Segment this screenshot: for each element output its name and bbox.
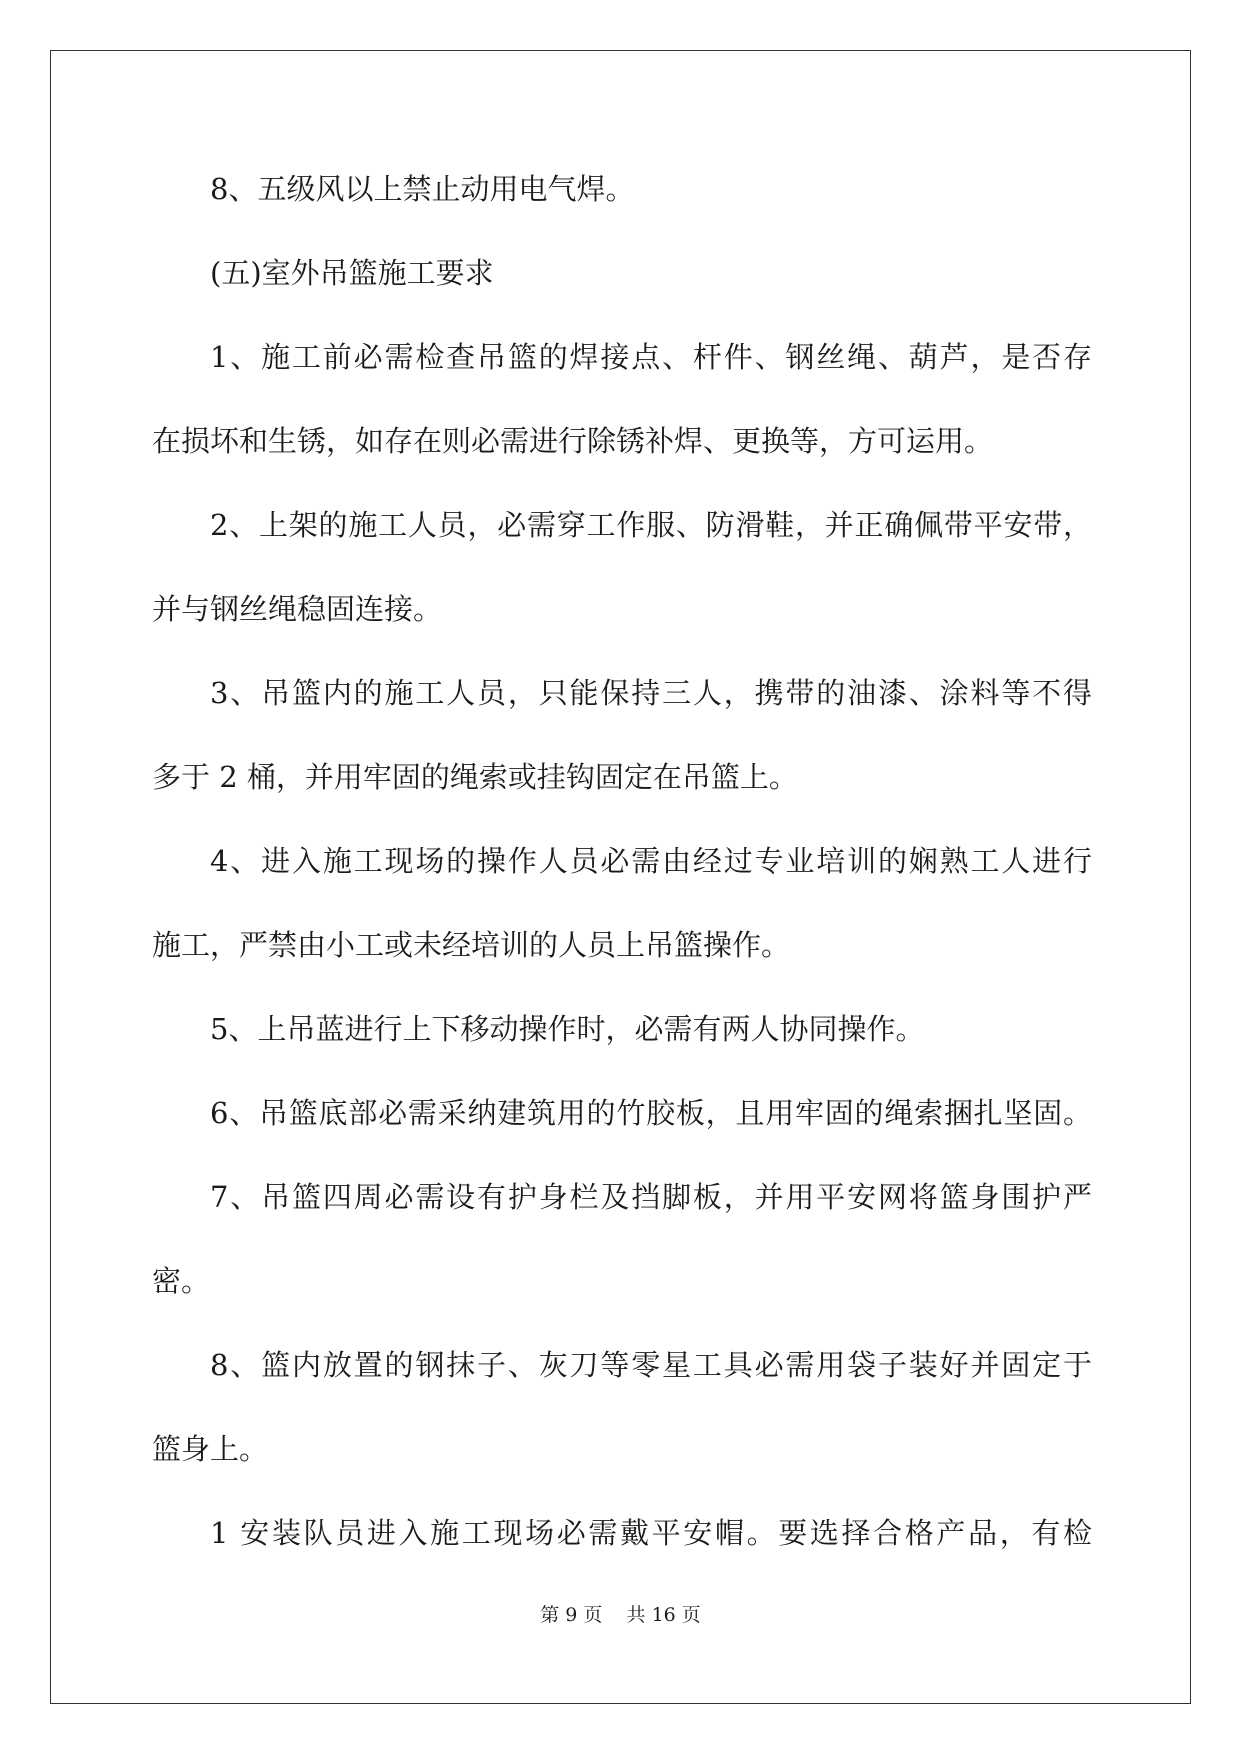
page-number-footer <box>0 1600 1241 1627</box>
paragraph-line: 并与钢丝绳稳固连接。 <box>152 592 443 626</box>
paragraph-line: 3、吊篮内的施工人员，只能保持三人，携带的油漆、涂料等不得 <box>210 676 1092 710</box>
paragraph-line: 2、上架的施工人员，必需穿工作服、防滑鞋，并正确佩带平安带， <box>210 508 1092 542</box>
paragraph-line: 1、施工前必需检查吊篮的焊接点、杆件、钢丝绳、葫芦，是否存 <box>210 340 1092 374</box>
section-heading: (五)室外吊篮施工要求 <box>210 256 494 290</box>
paragraph-line: 1 安装队员进入施工现场必需戴平安帽。要选择合格产品，有检 <box>210 1516 1092 1550</box>
paragraph-line: 密。 <box>152 1264 211 1298</box>
paragraph-line: 篮身上。 <box>152 1432 269 1466</box>
paragraph-line: 7、吊篮四周必需设有护身栏及挡脚板，并用平安网将篮身围护严 <box>210 1180 1092 1214</box>
paragraph-line: 多于 2 桶，并用牢固的绳索或挂钩固定在吊篮上。 <box>152 760 798 794</box>
paragraph-line: 4、进入施工现场的操作人员必需由经过专业培训的娴熟工人进行 <box>210 844 1092 878</box>
page-number-text: 第 9 页 共 16 页 <box>540 1604 701 1626</box>
paragraph-line: 5、上吊蓝进行上下移动操作时，必需有两人协同操作。 <box>210 1012 925 1046</box>
paragraph-line: 6、吊篮底部必需采纳建筑用的竹胶板，且用牢固的绳索捆扎坚固。 <box>210 1096 1092 1130</box>
paragraph-line: 8、五级风以上禁止动用电气焊。 <box>210 172 635 206</box>
document-body <box>152 168 1092 1596</box>
paragraph-line: 施工，严禁由小工或未经培训的人员上吊篮操作。 <box>152 928 791 962</box>
paragraph-line: 在损坏和生锈，如存在则必需进行除锈补焊、更换等，方可运用。 <box>152 424 994 458</box>
paragraph-line: 8、篮内放置的钢抹子、灰刀等零星工具必需用袋子装好并固定于 <box>210 1348 1092 1382</box>
